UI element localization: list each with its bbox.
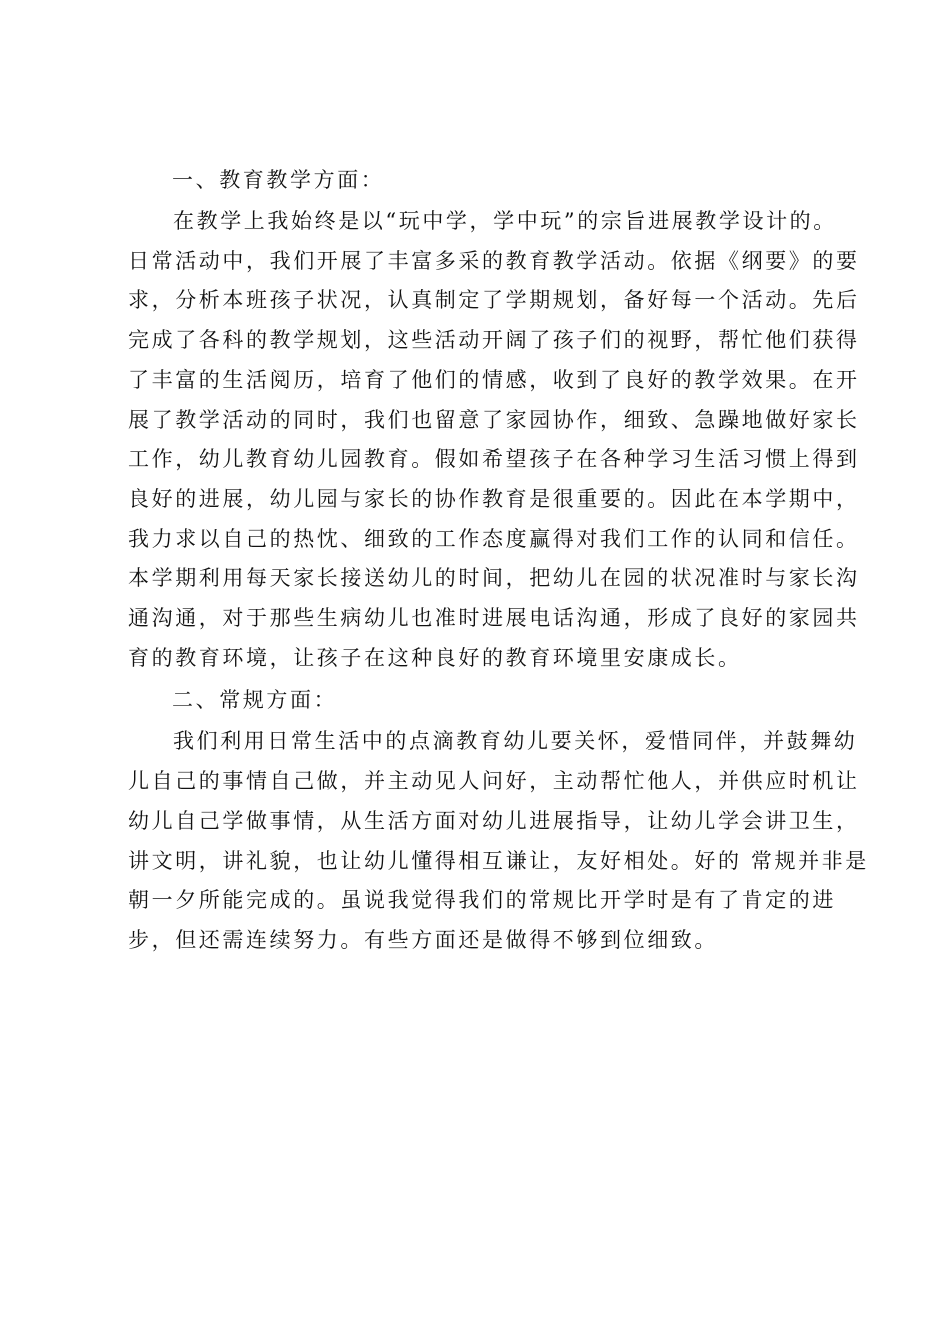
- paragraph-line: 在教学上我始终是以“玩中学，学中玩”的宗旨进展教学设计的。: [173, 209, 837, 233]
- paragraph-line: 儿自己的事情自己做，并主动见人问好，主动帮忙他人，并供应时机让: [128, 769, 860, 794]
- document-body: [128, 160, 869, 963]
- paragraph-line: 步，但还需连续努力。有些方面还是做得不够到位细致。: [128, 927, 718, 952]
- section-heading-education: 一、教育教学方面：: [172, 168, 385, 192]
- paragraph-routine: [128, 722, 869, 960]
- paragraph-education: [128, 202, 860, 678]
- paragraph-line: 我们利用日常生活中的点滴教育幼儿要关怀，爱惜同伴，并鼓舞幼: [173, 729, 858, 754]
- paragraph-line: 了丰富的生活阅历，培育了他们的情感，收到了良好的教学效果。在开: [128, 367, 860, 392]
- paragraph-line: 本学期利用每天家长接送幼儿的时间，把幼儿在园的状况准时与家长沟: [128, 566, 860, 591]
- paragraph-line: 幼儿自己学做事情，从生活方面对幼儿进展指导，让幼儿学会讲卫生，: [128, 808, 860, 833]
- paragraph-line: 日常活动中，我们开展了丰富多采的教育教学活动。依据《纲要》的要: [128, 248, 860, 273]
- paragraph-line: 朝一夕所能完成的。虽说我觉得我们的常规比开学时是有了肯定的进: [128, 888, 836, 913]
- paragraph-line: 讲文明，讲礼貌，也让幼儿懂得相互谦让，友好相处。好的 常规并非是: [128, 848, 869, 873]
- paragraph-line: 育的教育环境，让孩子在这种良好的教育环境里安康成长。: [128, 645, 742, 670]
- paragraph-line: 工作，幼儿教育幼儿园教育。假如希望孩子在各种学习生活习惯上得到: [128, 447, 860, 472]
- section-heading-routine: 二、常规方面：: [172, 688, 338, 713]
- paragraph-line: 求，分析本班孩子状况，认真制定了学期规划，备好每一个活动。先后: [128, 288, 860, 313]
- paragraph-line: 展了教学活动的同时，我们也留意了家园协作，细致、急躁地做好家长: [128, 407, 860, 432]
- paragraph-line: 我力求以自己的热忱、细致的工作态度赢得对我们工作的认同和信任。: [128, 526, 860, 551]
- paragraph-line: 完成了各科的教学规划，这些活动开阔了孩子们的视野，帮忙他们获得: [128, 328, 860, 353]
- paragraph-line: 良好的进展，幼儿园与家长的协作教育是很重要的。因此在本学期中，: [128, 486, 860, 511]
- paragraph-line: 通沟通，对于那些生病幼儿也准时进展电话沟通，形成了良好的家园共: [128, 606, 860, 631]
